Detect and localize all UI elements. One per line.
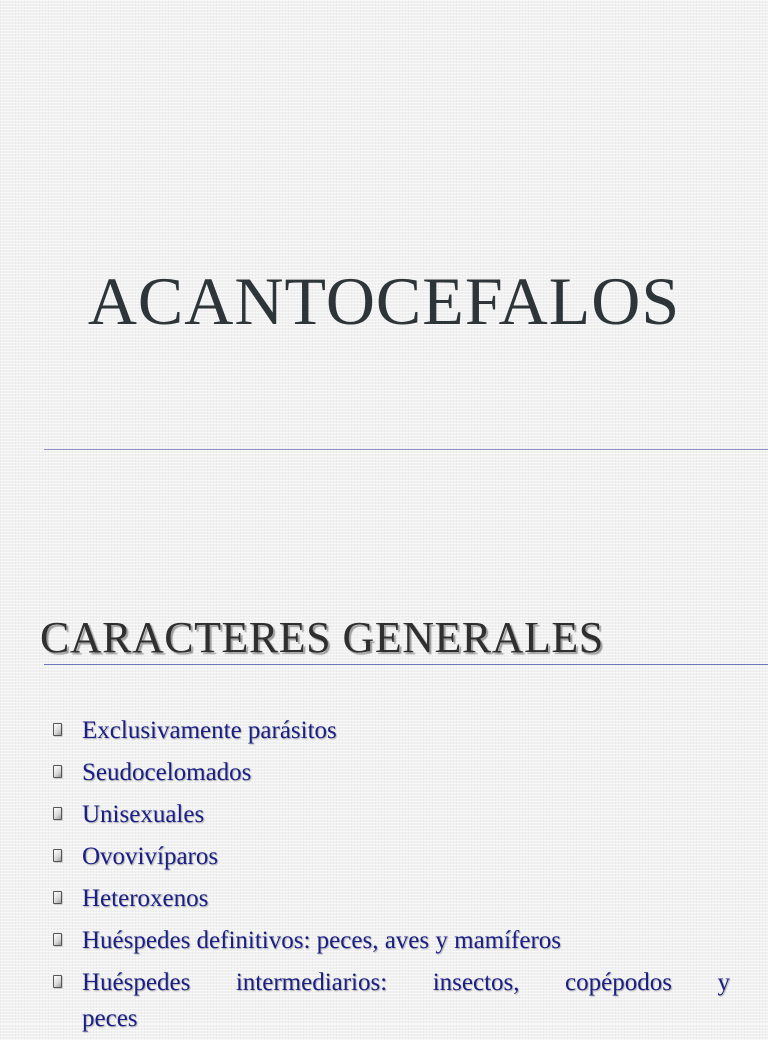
bullet-text: Heteroxenos [82, 885, 209, 912]
bullet-icon [53, 765, 62, 778]
bullet-text-continuation: peces [82, 1005, 138, 1032]
bullet-icon [53, 975, 62, 988]
bullet-icon [53, 807, 62, 820]
heading-divider [44, 664, 768, 665]
bullet-icon [53, 849, 62, 862]
bullet-icon [53, 723, 62, 736]
section-heading: CARACTERES GENERALES [40, 613, 604, 662]
bullet-list [50, 710, 730, 1040]
slide-content [0, 560, 768, 1032]
bullet-icon [53, 891, 62, 904]
title-divider [44, 449, 768, 450]
list-item [50, 836, 730, 878]
bullet-text: Seudocelomados [82, 759, 252, 786]
list-item [50, 794, 730, 836]
bullet-text: Exclusivamente parásitos [82, 717, 337, 744]
list-item [50, 878, 730, 920]
list-item [50, 710, 730, 752]
bullet-icon [53, 933, 62, 946]
bullet-text: Ovovivíparos [82, 843, 219, 870]
bullet-text: Unisexuales [82, 801, 205, 828]
list-item [50, 752, 730, 794]
bullet-text: Huéspedes intermediarios: insectos, copépodos y [82, 969, 730, 996]
page-title: ACANTOCEFALOS [87, 263, 681, 339]
list-item [50, 962, 730, 1040]
bullet-text: Huéspedes definitivos: peces, aves y mamíferos [82, 927, 562, 954]
list-item [50, 920, 730, 962]
